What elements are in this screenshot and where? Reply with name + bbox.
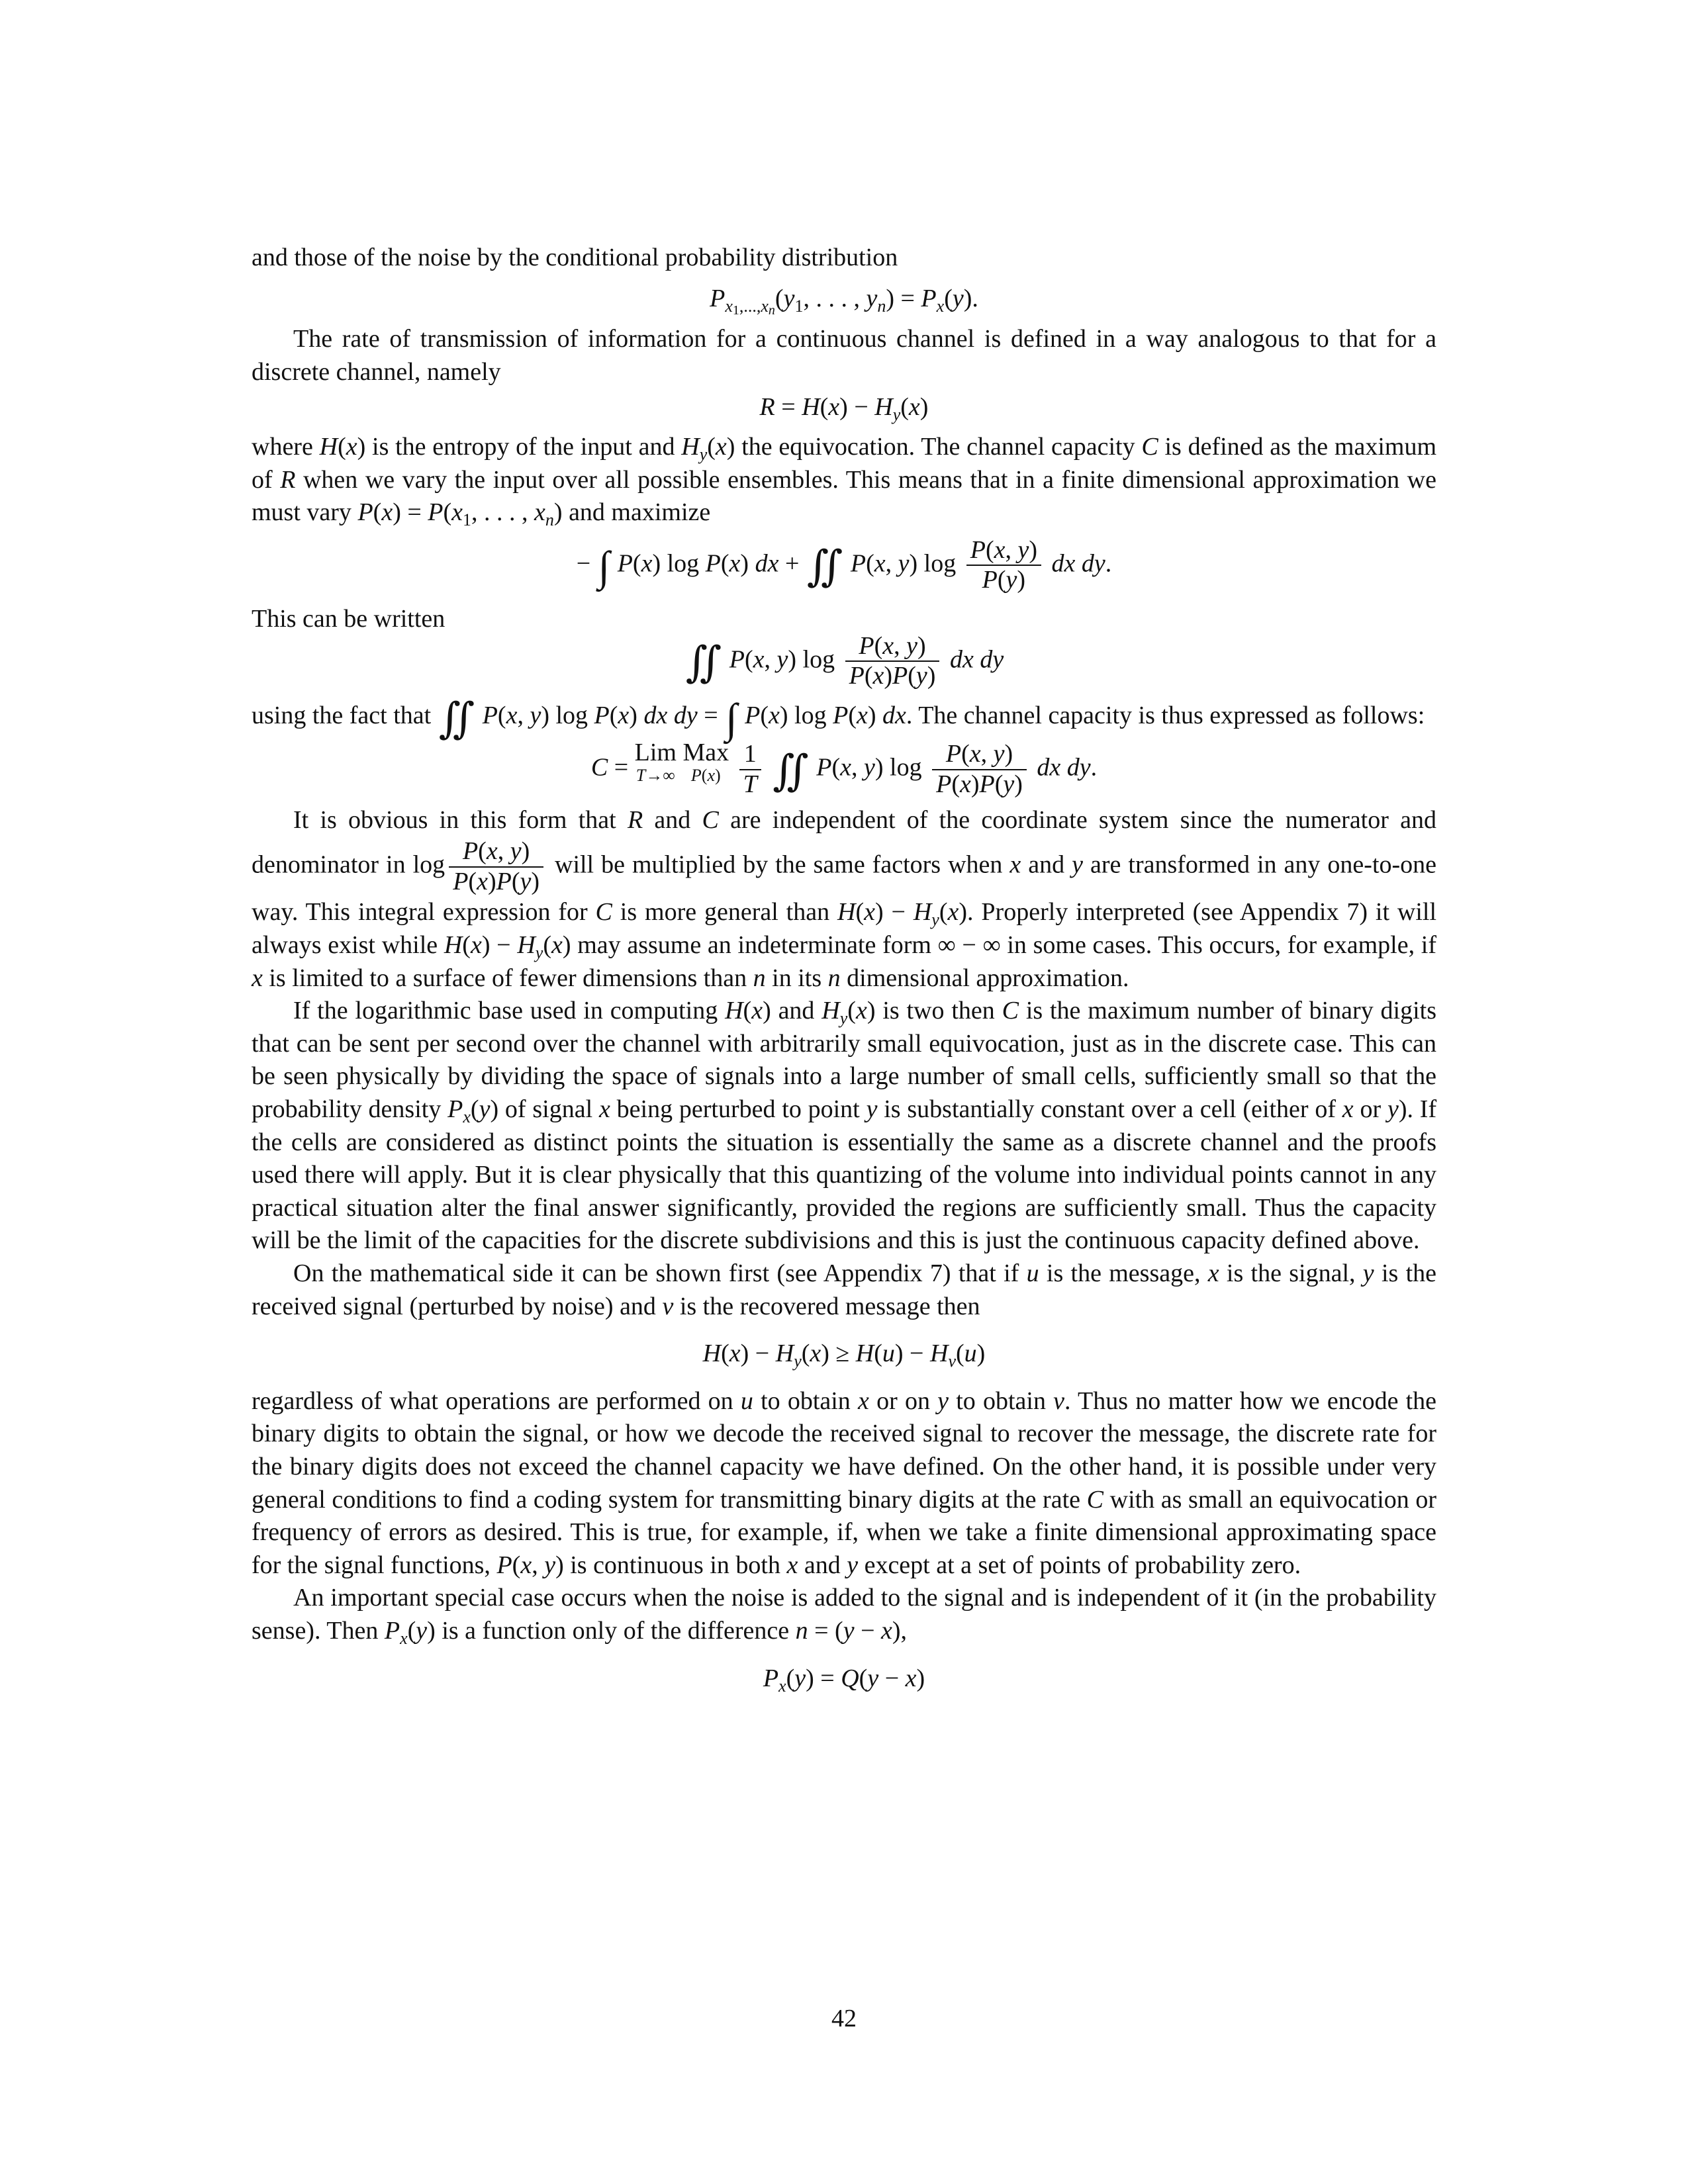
paragraph-5: using the fact that ∬ P(x, y) log P(x) dx dy = ∫ P(x) log P(x) dx. The channel capacity is thus expressed as follows: xyxy=(252,695,1425,743)
equation-written: ∬ P(x, y) log $\frac{P(x, y)}{P(x)P(y)}$ dx dy xyxy=(685,631,1004,690)
fraction: $\frac{P(x, y)}{P(x)P(y)}$ xyxy=(845,632,940,691)
fraction: $\frac{1}{T}$ xyxy=(739,740,761,799)
paragraph-6: It is obvious in this form that R and C are independent of the coordinate system since the numerator and denominator in log $\frac{P(x, y)}{P(x)P(y)}$ will be multiplied by the same factors when x and y are transformed in any one-to-one way. This integral expression for C is more general than $H(x) - H_y(x)$. Properly interpreted (see Appendix 7) it will always exist while $H(x) - H_y(x)$ may assume an indeterminate form ∞ − ∞ in some cases. This occurs, for example, if x is limited to a surface of fewer dimensions than n in its n dimensional approximation. xyxy=(252,806,1437,992)
fraction: $\frac{P(x, y)}{P(y)}$ xyxy=(966,536,1041,595)
fraction: $\frac{P(x, y)}{P(x)P(y)}$ xyxy=(932,740,1027,799)
equation-noise-function: $P_x(y) = Q(y - x)$ xyxy=(763,1664,925,1696)
paragraph-8: On the mathematical side it can be shown first (see Appendix 7) that if u is the message, x is the signal, y is the received signal (perturbed by noise) and v is the recovered message then xyxy=(252,1259,1437,1320)
paragraph-2 xyxy=(252,323,1436,388)
equation-inequality: $H(x) - H_y(x) \ge H(u) - H_v(u)$ xyxy=(702,1340,986,1371)
fraction: $\frac{P(x, y)}{P(x)P(y)}$ xyxy=(449,837,543,896)
paragraph-9: regardless of what operations are performed on u to obtain x or on y to obtain v. Thus no matter how we encode the binary digits to obtain the signal, or how we decode the received signal to recover the message, the discrete rate for the binary digits does not exceed the channel capacity we have defined. On the other hand, it is possible under very general conditions to find a coding system for transmitting binary digits at the rate C with as small an equivocation or frequency of errors as desired. This is true, for example, if, when we take a finite dimensional approximating space for the signal functions, P(x, y) is continuous in both x and y except at a set of points of probability zero. xyxy=(252,1387,1437,1579)
paragraph-1 xyxy=(252,242,1436,275)
paragraph-4 xyxy=(252,603,1436,636)
paragraph-text: This can be written xyxy=(252,605,445,633)
paragraph-3: where H(x) is the entropy of the input and $H_y(x)$ the equivocation. The channel capacity C is defined as the maximum of R when we vary the input over all possible ensembles. This means that in a finite dimensional approximation we must vary $P(x) = P(x_1$, . . . , $x_n$) and maximize xyxy=(252,432,1436,530)
paragraph-10: An important special case occurs when the noise is added to the signal and is independent of it (in the probability sense). Then $P_x(y)$ is a function only of the difference n = (y − x), xyxy=(252,1584,1436,1648)
equation-rate: $R = H(x) - H_y(x)$ xyxy=(759,393,929,425)
equation-maximize: − ∫ P(x) log P(x) dx + ∬ P(x, y) log $\frac{P(x, y)}{P(y)}$ dx dy. xyxy=(576,535,1112,594)
page-number: 42 xyxy=(831,2005,857,2032)
paragraph-7: If the logarithmic base used in computing H(x) and $H_y(x)$ is two then C is the maximum number of binary digits that can be sent per second over the channel with arbitrarily small equivocation, just as in the discrete case. This can be seen physically by dividing the space of signals into a large number of small cells, sufficiently small so that the probability density $P_x(y)$ of signal x being perturbed to point y is substantially constant over a cell (either of x or y). If the cells are considered as distinct points the situation is essentially the same as a discrete channel and the proofs used there will apply. But it is clear physically that this quantizing of the volume into individual points cannot in any practical situation alter the final answer significantly, provided the regions are sufficiently small. Thus the capacity will be the limit of the capacities for the discrete subdivisions and this is just the continuous capacity defined above. xyxy=(252,997,1437,1255)
equation-capacity: C = Lim T→∞ Max P(x) $\frac{1}{T}$ ∬ P(x, y) log $\frac{P(x, y)}{P(x)P(y)}$ dx dy. xyxy=(590,739,1098,798)
paper-page xyxy=(252,242,1436,1695)
paragraph-text: and those of the noise by the conditional probability distribution xyxy=(252,244,898,271)
equation-conditional-distribution: $P_{x_1,...,x_n}(y_1$, . . . , $y_n) = P_x(y)$. xyxy=(710,284,978,318)
paragraph-text: The rate of transmission of information for a continuous channel is defined in a way analogous to that for a discrete channel, namely xyxy=(252,325,1436,386)
